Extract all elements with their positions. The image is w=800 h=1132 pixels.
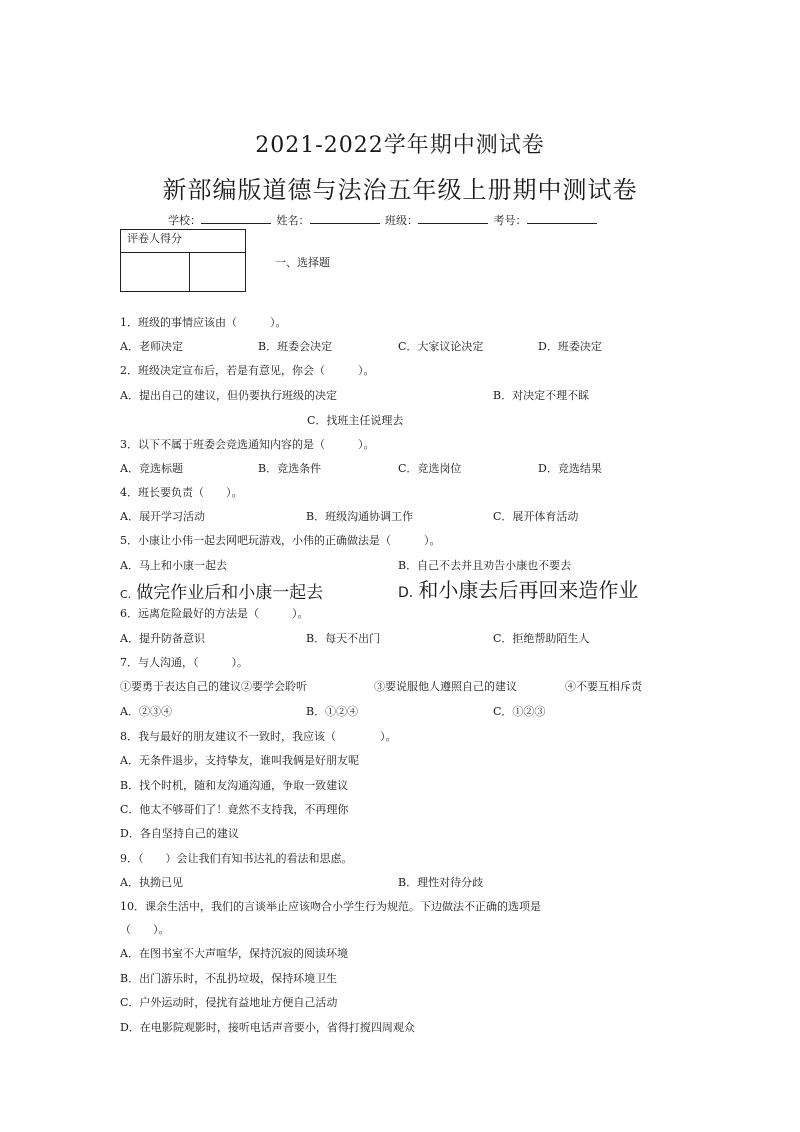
q3-option-b: B．竞选条件 [258, 462, 322, 475]
q5-option-b: B．自己不去并且劝告小康也不要去 [398, 559, 572, 572]
q5-option-c-label: C. [120, 588, 132, 601]
q7-statement-1-2: ①要勇于表达自己的建议②要学会聆听 [120, 680, 307, 693]
q3-option-a: A．竞选标题 [120, 462, 183, 475]
question-9: 9．（ ）会让我们有知书达礼的看法和思虑。 [120, 852, 353, 865]
q1-option-d: D．班委决定 [538, 340, 602, 353]
q5-option-d [398, 574, 638, 603]
q10-option-a: A．在图书室不大声喧华，保持沉寂的阅读环境 [120, 947, 348, 960]
q1-option-c: C．大家议论决定 [398, 340, 484, 353]
q5-option-a: A．马上和小康一起去 [120, 559, 227, 572]
class-blank[interactable] [418, 213, 488, 224]
q4-option-b: B．班级沟通协调工作 [306, 510, 414, 523]
grader-cell [121, 253, 190, 292]
q10-option-c: C．户外运动时，侵扰有益地址方便自己活动 [120, 996, 338, 1009]
question-4: 4．班长要负责（ ）。 [120, 486, 243, 499]
q4-option-c: C．展开体育活动 [493, 510, 579, 523]
q4-option-a: A．展开学习活动 [120, 510, 205, 523]
q2-option-b: B．对决定不理不睬 [493, 389, 590, 402]
q2-option-a: A．提出自己的建议，但仍要执行班级的决定 [120, 389, 337, 402]
q5-option-c [120, 578, 323, 603]
q1-option-b: B．班委会决定 [258, 340, 333, 353]
question-10-blank: （ ）。 [120, 923, 170, 936]
score-table-header: 评卷人得分 [121, 230, 246, 253]
q7-statement-4: ④不要互相斥责 [565, 680, 642, 693]
class-label: 班级： [385, 214, 418, 227]
exam-number-label: 考号： [493, 214, 527, 227]
question-1: 1．班级的事情应该由（ ）。 [120, 316, 287, 329]
exam-subtitle: 新部编版道德与法治五年级上册期中测试卷 [162, 176, 638, 204]
question-6: 6．远离危险最好的方法是（ ）。 [120, 607, 309, 620]
exam-title: 2021-2022学年期中测试卷 [255, 133, 545, 158]
section-title: 一、选择题 [275, 256, 330, 269]
score-table [120, 229, 246, 292]
q10-option-d: D．在电影院观影时，接听电话声音要小，省得打搅四周观众 [120, 1021, 415, 1034]
question-7: 7．与人沟通，（ ）。 [120, 656, 248, 669]
q1-option-a: A．老师决定 [120, 340, 183, 353]
q8-option-a: A．无条件退步，支持挚友，谁叫我俩是好朋友呢 [120, 754, 359, 767]
q3-option-c: C．竞选岗位 [398, 462, 462, 475]
q8-option-b: B．找个时机，随和友沟通沟通，争取一致建议 [120, 779, 349, 792]
question-10: 10．课余生活中，我们的言谈举止应该吻合小学生行为规范。下边做法不正确的选项是 [120, 900, 541, 913]
q7-statement-3: ③要说服他人遵照自己的建议 [374, 680, 517, 693]
question-5: 5．小康让小伟一起去网吧玩游戏，小伟的正确做法是（ ）。 [120, 534, 441, 547]
q7-option-b: B．①②④ [306, 705, 359, 718]
q5-option-d-text: 和小康去后再回来造作业 [418, 578, 639, 602]
q2-option-c: C．找班主任说理去 [307, 414, 404, 427]
q8-option-d: D．各自坚持自己的建议 [120, 827, 239, 840]
question-2: 2．班级决定宣布后，若是有意见，你会（ ）。 [120, 364, 375, 377]
q5-option-c-text: 做完作业后和小康一起去 [136, 583, 324, 603]
name-blank[interactable] [310, 213, 380, 224]
q6-option-b: B．每天不出门 [306, 632, 381, 645]
score-cell [190, 253, 246, 292]
question-8: 8．我与最好的朋友建议不一致时，我应该（ ）。 [120, 730, 397, 743]
q6-option-c: C．拒绝帮助陌生人 [493, 632, 590, 645]
school-blank[interactable] [201, 213, 271, 224]
school-label: 学校： [168, 214, 201, 227]
q6-option-a: A．提升防备意识 [120, 632, 205, 645]
q8-option-c: C．他太不够哥们了！竟然不支持我，不再理你 [120, 803, 349, 816]
q5-option-d-label: D. [398, 585, 414, 601]
exam-number-blank[interactable] [527, 213, 597, 224]
question-3: 3．以下不属于班委会竞选通知内容的是（ ）。 [120, 438, 375, 451]
student-info-fields [168, 212, 599, 228]
q3-option-d: D．竞选结果 [538, 462, 602, 475]
q7-option-a: A．②③④ [120, 705, 172, 718]
q7-option-c: C．①②③ [493, 705, 546, 718]
name-label: 姓名： [276, 214, 310, 227]
q9-option-b: B．理性对待分歧 [398, 876, 484, 889]
q9-option-a: A．执拗已见 [120, 876, 183, 889]
q10-option-b: B．出门游乐时，不乱扔垃圾，保持环境卫生 [120, 972, 338, 985]
